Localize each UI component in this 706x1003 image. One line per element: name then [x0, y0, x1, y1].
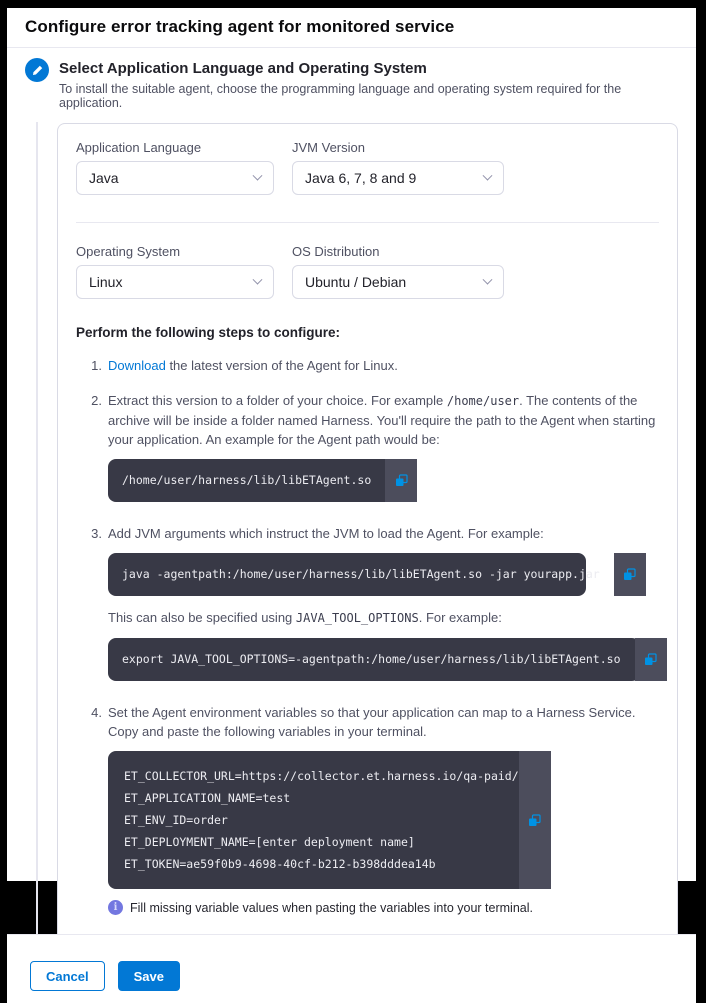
- copy-button[interactable]: [519, 751, 551, 889]
- jvm-version-label: JVM Version: [292, 140, 365, 155]
- step-connector-line: [36, 122, 38, 934]
- env-var-line: ET_APPLICATION_NAME=test: [124, 791, 291, 805]
- configuration-card: [57, 123, 678, 934]
- fill-variables-note: [108, 899, 659, 918]
- jvm-version-select[interactable]: [292, 161, 504, 195]
- item-4-text: Set the Agent environment variables so that your application can map to a Harness Service. Copy and paste the following variables in your terminal.: [108, 705, 636, 739]
- info-icon: i: [108, 900, 123, 915]
- dialog-footer: [7, 934, 696, 1003]
- java-tool-options-codeblock: [108, 638, 640, 681]
- chevron-down-icon: [253, 170, 263, 180]
- inline-code-java-tool-options: JAVA_TOOL_OPTIONS: [295, 611, 419, 625]
- env-var-line: ET_ENV_ID=order: [124, 813, 228, 827]
- copy-button[interactable]: [614, 553, 646, 596]
- agent-path-codeblock: [108, 459, 403, 502]
- os-distribution-select[interactable]: [292, 265, 504, 299]
- cancel-button[interactable]: Cancel: [30, 961, 105, 991]
- download-link[interactable]: Download: [108, 358, 166, 373]
- copy-icon: [528, 814, 541, 827]
- page-title: Configure error tracking agent for monitored service: [25, 17, 455, 36]
- fill-variables-text: Fill missing variable values when pasting the variables into your terminal.: [130, 901, 533, 915]
- item-1-text: the latest version of the Agent for Linux.: [165, 358, 398, 373]
- item-number: 3.: [91, 526, 102, 541]
- row-divider: [76, 222, 659, 223]
- dialog-header: [7, 8, 696, 48]
- step-description: To install the suitable agent, choose the programming language and operating system required for the application.: [59, 82, 622, 110]
- os-row: [76, 244, 659, 299]
- configure-agent-dialog: [7, 8, 696, 984]
- env-vars-codeblock: [108, 751, 538, 889]
- chevron-down-icon: [253, 274, 263, 284]
- step-header: [25, 58, 678, 110]
- step-title: Select Application Language and Operating System: [59, 60, 427, 77]
- chevron-down-icon: [483, 274, 493, 284]
- jvm-args-codeblock: [108, 553, 600, 596]
- edit-step-icon: [25, 58, 49, 82]
- operating-system-label: Operating System: [76, 244, 181, 259]
- copy-icon: [395, 474, 408, 487]
- copy-icon: [644, 653, 657, 666]
- copy-icon: [623, 568, 636, 581]
- item-3-text: Add JVM arguments which instruct the JVM to load the Agent. For example:: [108, 526, 544, 541]
- item-number: 4.: [91, 705, 102, 720]
- item-2-text-after: . The contents of the archive will be inside a folder named Harness. You'll require the path to the Agent when starting your application. An example for the Agent path would be:: [108, 393, 656, 447]
- copy-button[interactable]: [635, 638, 667, 681]
- operating-system-value: Linux: [89, 274, 123, 290]
- language-row: [76, 140, 659, 195]
- note-text-after: . For example:: [418, 610, 502, 625]
- jvm-version-value: Java 6, 7, 8 and 9: [305, 170, 417, 186]
- env-var-line: ET_DEPLOYMENT_NAME=[enter deployment name]: [124, 835, 415, 849]
- application-language-select[interactable]: [76, 161, 274, 195]
- list-item-2: [82, 391, 659, 508]
- jvm-version-field: [292, 140, 504, 195]
- java-tool-options-note: [108, 608, 659, 628]
- list-item-4: [82, 703, 659, 918]
- steps-heading: Perform the following steps to configure:: [76, 325, 341, 340]
- item-2-text-before: Extract this version to a folder of your choice. For example: [108, 393, 447, 408]
- note-text-before: This can also be specified using: [108, 610, 296, 625]
- dialog-body: [7, 48, 696, 934]
- os-distribution-label: OS Distribution: [292, 244, 380, 259]
- item-number: 1.: [91, 358, 102, 373]
- inline-code-home-user: /home/user: [446, 394, 520, 408]
- os-distribution-value: Ubuntu / Debian: [305, 274, 407, 290]
- env-var-line: ET_TOKEN=ae59f0b9-4698-40cf-b212-b398dddea14b: [124, 857, 436, 871]
- operating-system-select[interactable]: [76, 265, 274, 299]
- list-item-3: [82, 524, 659, 687]
- agent-path-code: /home/user/harness/lib/libETAgent.so: [122, 473, 372, 487]
- application-language-label: Application Language: [76, 140, 202, 155]
- env-var-line: ET_COLLECTOR_URL=https://collector.et.harness.io/qa-paid/: [124, 769, 519, 783]
- list-item-1: [82, 356, 659, 375]
- item-number: 2.: [91, 393, 102, 408]
- chevron-down-icon: [483, 170, 493, 180]
- operating-system-field: [76, 244, 274, 299]
- instruction-list: [82, 356, 659, 918]
- application-language-field: [76, 140, 274, 195]
- java-tool-options-code: export JAVA_TOOL_OPTIONS=-agentpath:/home/user/harness/lib/libETAgent.so: [122, 652, 621, 666]
- application-language-value: Java: [89, 170, 119, 186]
- os-distribution-field: [292, 244, 504, 299]
- save-button[interactable]: Save: [118, 961, 180, 991]
- pencil-icon: [31, 64, 44, 77]
- copy-button[interactable]: [385, 459, 417, 502]
- env-vars-code: [108, 751, 519, 889]
- jvm-args-code: java -agentpath:/home/user/harness/lib/libETAgent.so -jar yourapp.jar: [122, 567, 600, 581]
